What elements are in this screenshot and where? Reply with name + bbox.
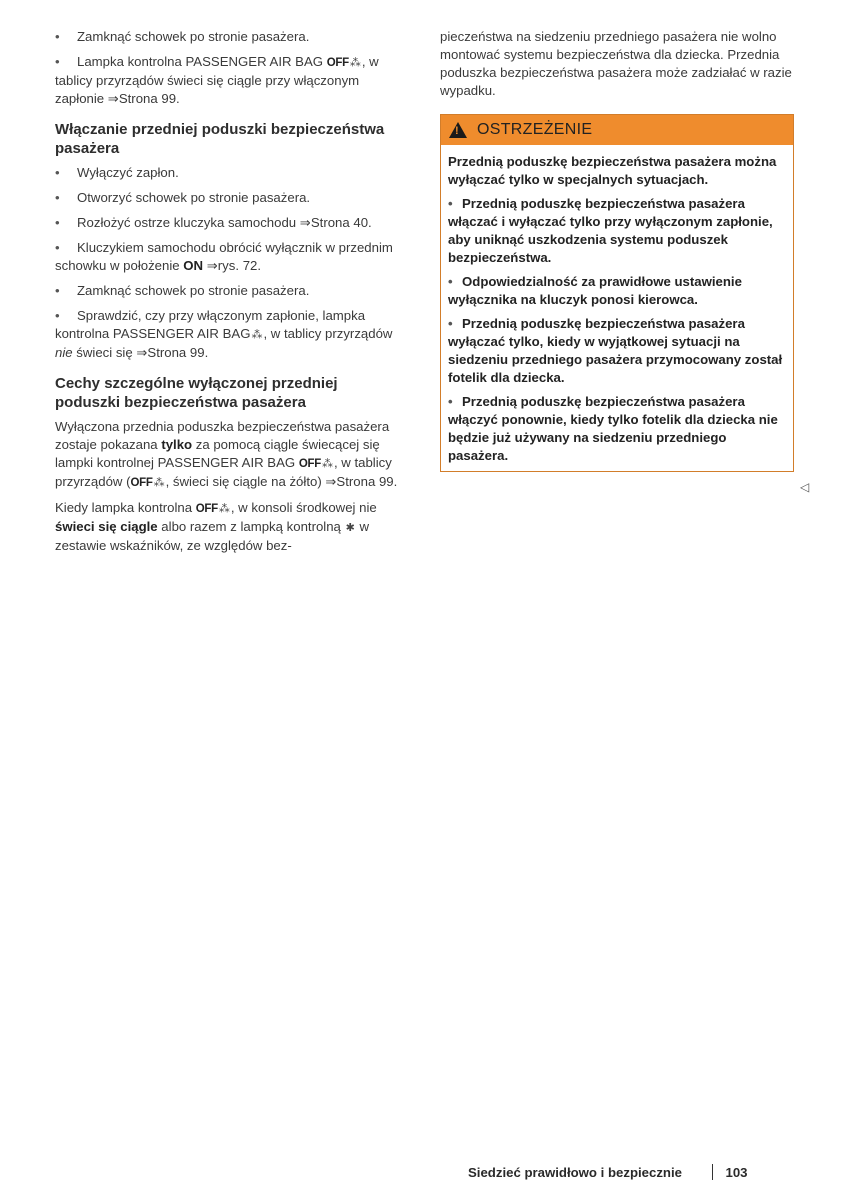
warning-item [448,315,785,387]
list-item [55,164,405,182]
paragraph-text: za pomocą ciągle świecącej się lampki kontrolnej PASSENGER AIR BAG [55,437,380,470]
list-item-text: Zamknąć schowek po stronie pasażera. [77,283,310,298]
paragraph-text: Wyłączona przednia poduszka bezpieczeństwa pasażera zostaje pokazana [55,419,390,452]
emphasis-text: świeci się ciągle [55,519,158,534]
airbag-off-icon: ⁂ [321,458,333,470]
bullet-icon: • [55,215,60,230]
airbag-warning-icon: ✱ [345,522,355,534]
warning-body [441,145,793,471]
bullet-icon: • [448,394,453,409]
footer-section-title: Siedzieć prawidłowo i bezpiecznie [468,1164,682,1180]
list-item [55,239,405,275]
left-column [55,28,405,562]
emphasis-text: tylko [161,437,193,452]
bullet-icon: • [448,316,453,331]
off-label: OFF [130,477,153,489]
warning-item [448,273,785,309]
warning-paragraph: Przednią poduszkę bezpieczeństwa pasażera można wyłączać tylko w specjalnych sytuacjach. [448,154,777,187]
list-item [55,28,405,46]
paragraph-text: , w konsoli środkowej nie [230,500,377,515]
paragraph-text: Kiedy lampka kontrolna [55,500,196,515]
section-heading: Cechy szczególne wyłączonej przedniej poduszki bezpieczeństwa pasażera [55,375,338,411]
on-label: ON [183,258,204,273]
warning-item-text: Przednią poduszkę bezpieczeństwa pasażera włączać i wyłączać tylko przy wyłączonym zapłonie, aby uniknąć uszkodzenia systemu poduszek bezpieczeństwa. [448,196,773,265]
warning-item-text: Przednią poduszkę bezpieczeństwa pasażera włączyć ponownie, kiedy tylko fotelik dla dziecka nie będzie już używany na siedzeniu przedniego pasażera. [448,394,778,463]
paragraph-text: , świeci się ciągle na żółto) ⇒Strona 99. [165,474,398,489]
list-item [55,53,405,108]
bullet-icon: • [55,283,60,298]
warning-item [448,393,785,465]
warning-item-text: Odpowiedzialność za prawidłowe ustawienie wyłącznika na kluczyk ponosi kierowca. [448,274,742,307]
section-end-icon: ◁ [800,480,810,494]
list-item-text: Sprawdzić, czy przy włączonym zapłonie, lampka kontrolna PASSENGER AIR BAG [55,308,366,341]
warning-header [441,115,793,145]
bullet-icon: • [55,54,60,69]
warning-item [448,195,785,267]
airbag-off-icon: ⁂ [251,329,263,341]
bullet-icon: • [55,190,60,205]
list-item [55,189,405,207]
list-item [55,307,405,362]
bullet-icon: • [55,308,60,323]
off-label: OFF [326,57,349,69]
list-item-text: świeci się ⇒Strona 99. [72,345,209,360]
warning-box [440,114,794,472]
off-label: OFF [195,503,218,515]
list-item-text: Lampka kontrolna PASSENGER AIR BAG [77,54,327,69]
airbag-off-icon: ⁂ [153,477,165,489]
paragraph: pieczeństwa na siedzeniu przedniego pasażera nie wolno montować systemu bezpieczeństwa dla dziecka. Przednia poduszka bezpieczeństwa pasażera może zadziałać w razie wypadku. [440,29,792,98]
bullet-icon: • [448,196,453,211]
paragraph-text: , w tablicy przyrządów ( [55,455,392,489]
paragraph-text: w zestawie wskaźników, ze względów bez- [55,519,369,553]
list-item-text: , w tablicy przyrządów świeci się ciągle przy włączonym zapłonie ⇒Strona 99. [55,54,379,106]
section-heading: Włączanie przedniej poduszki bezpieczeństwa pasażera [55,121,385,157]
bullet-icon: • [448,274,453,289]
footer-divider [712,1164,714,1180]
paragraph [55,418,405,492]
paragraph [55,499,405,555]
figure-ref-link[interactable]: ⇒rys. 72. [203,258,262,273]
bullet-icon: • [55,29,60,44]
airbag-off-icon: ⁂ [218,503,230,515]
page-number: 103 [725,1164,748,1180]
airbag-off-icon: ⁂ [349,57,361,69]
bullet-icon: • [55,165,60,180]
paragraph-text: albo razem z lampką kontrolną [157,519,345,534]
list-item [55,282,405,300]
page-footer [468,1164,748,1180]
list-item-text: Otworzyć schowek po stronie pasażera. [77,190,311,205]
list-item-text: , w tablicy przyrządów [263,326,393,341]
right-column [440,28,796,472]
list-item-text: Zamknąć schowek po stronie pasażera. [77,29,310,44]
list-item-text: Rozłożyć ostrze kluczyka samochodu ⇒Strona 40. [77,215,372,230]
off-label: OFF [298,458,321,470]
list-item [55,214,405,232]
list-item-text: Kluczykiem samochodu obrócić wyłącznik w przednim schowku w położenie [55,240,393,273]
warning-title: OSTRZEŻENIE [477,121,593,138]
emphasis-text: nie [55,345,73,360]
bullet-icon: • [55,240,60,255]
warning-triangle-icon: ! [449,122,467,138]
warning-item-text: Przednią poduszkę bezpieczeństwa pasażera wyłączać tylko, kiedy w wyjątkowej sytuacji na siedzeniu przedniego pasażera przymocowany został fotelik dla dziecka. [448,316,783,385]
list-item-text: Wyłączyć zapłon. [77,165,179,180]
